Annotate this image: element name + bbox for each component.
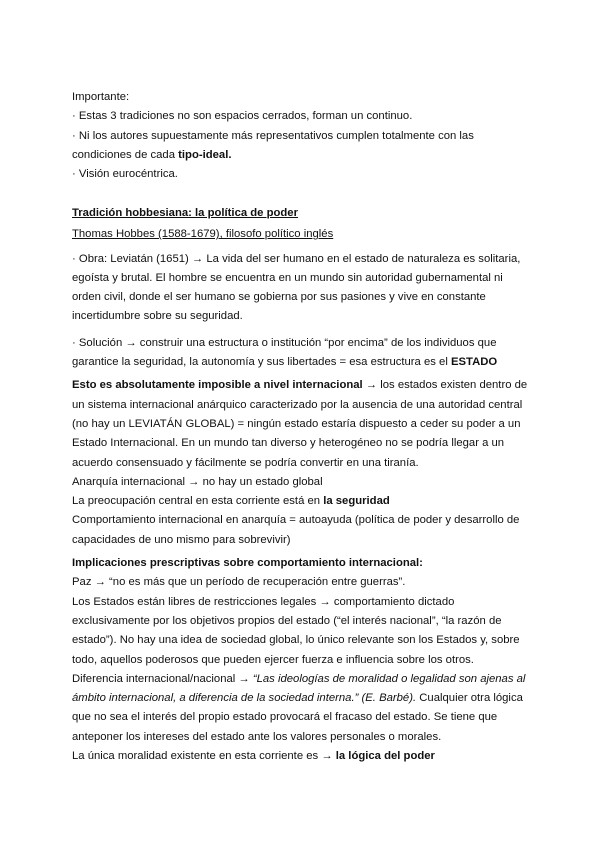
intro-bullet-2-bold: tipo-ideal.	[178, 148, 232, 161]
comportamiento-paragraph: Comportamiento internacional en anarquía = autoayuda (política de poder y desarrollo de capacidades de uno mismo para sobrevivir)	[72, 514, 520, 546]
estados-paragraph: Los Estados están libres de restricciones legales → comportamiento dictado exclusivamente por los objetivos propios del estado (“el interés nacional”, “la razón de estado”). No hay una idea de sociedad global, lo único relevante son los Estados y, sobre todo, aquellos poderosos que pueden ejercer fuerza e influencia sobre los otros.	[72, 595, 520, 666]
moralidad-text: La única moralidad existente en esta corriente es	[72, 750, 322, 763]
solucion-bold: ESTADO	[450, 356, 498, 369]
diferencia-text: Diferencia internacional/nacional →	[72, 672, 253, 685]
intro-block	[72, 88, 534, 184]
intro-heading: Importante:	[72, 91, 130, 103]
imposible-paragraph	[72, 376, 534, 472]
diferencia-paragraph	[72, 670, 534, 747]
anarquia-line: Anarquía internacional → no hay un estado global	[72, 475, 323, 488]
solucion-text: · Solución → construir una estructura o institución “por encima” de los individuos que garantice la seguridad, la autonomía y sus libertades = esa estructura es el	[72, 336, 497, 369]
intro-bullet-2-text: · Ni los autores supuestamente más representativos cumplen totalmente con las condiciones de cada	[72, 129, 474, 161]
section-title: Tradición hobbesiana: la política de poder	[72, 207, 298, 219]
intro-bullet-2	[72, 127, 534, 166]
preocupacion-text: La preocupación central en esta corriente está en	[72, 495, 324, 508]
preocupacion-line	[72, 492, 534, 511]
implicaciones-title: Implicaciones prescriptivas sobre comportamiento internacional:	[72, 557, 423, 570]
diferencia-rest: Cualquier otra lógica que no sea el interés del propio estado provocará el fracaso del estado. Se tiene que anteponer los intereses del estado ante los valores personales o morales.	[72, 692, 523, 743]
solucion-paragraph	[72, 334, 534, 373]
intro-bullet-3: · Visión eurocéntrica.	[72, 168, 178, 181]
preocupacion-bold: la seguridad	[323, 495, 390, 508]
intro-bullet-1: · Estas 3 tradiciones no son espacios cerrados, forman un continuo.	[72, 110, 413, 123]
obra-paragraph: · Obra: Leviatán (1651) → La vida del ser humano en el estado de naturaleza es solitaria, egoísta y brutal. El hombre se encuentra en un mundo sin autoridad gubernamental ni orden civil, donde el ser humano se gobierna por sus pasiones y vive en constante incertidumbre sobre su seguridad.	[72, 252, 521, 323]
hobbes-section	[72, 204, 534, 766]
moralidad-line	[72, 747, 534, 766]
section-subtitle: Thomas Hobbes (1588-1679), filosofo político inglés	[72, 228, 334, 241]
paz-line: Paz → “no es más que un período de recuperación entre guerras”.	[72, 576, 406, 589]
imposible-bold: Esto es absolutamente imposible a nivel internacional	[72, 379, 363, 392]
diferencia-quote: “Las ideologías de moralidad o legalidad son ajenas al ámbito internacional, a diferencia de la sociedad interna.” (E. Barbé).	[72, 672, 526, 705]
imposible-text: → los estados existen dentro de un sistema internacional anárquico caracterizado por la ausencia de una autoridad central (no hay un LEVIATÁN GLOBAL) = ningún estado estaría dispuesto a ceder su poder a un Estado Internacional. En un mundo tan diverso y heterogéneo no se podría llegar a un acuerdo consensuado y fácilmente se podría convertir en una tiranía.	[72, 379, 528, 469]
moralidad-bold: → la lógica del poder	[321, 750, 435, 763]
